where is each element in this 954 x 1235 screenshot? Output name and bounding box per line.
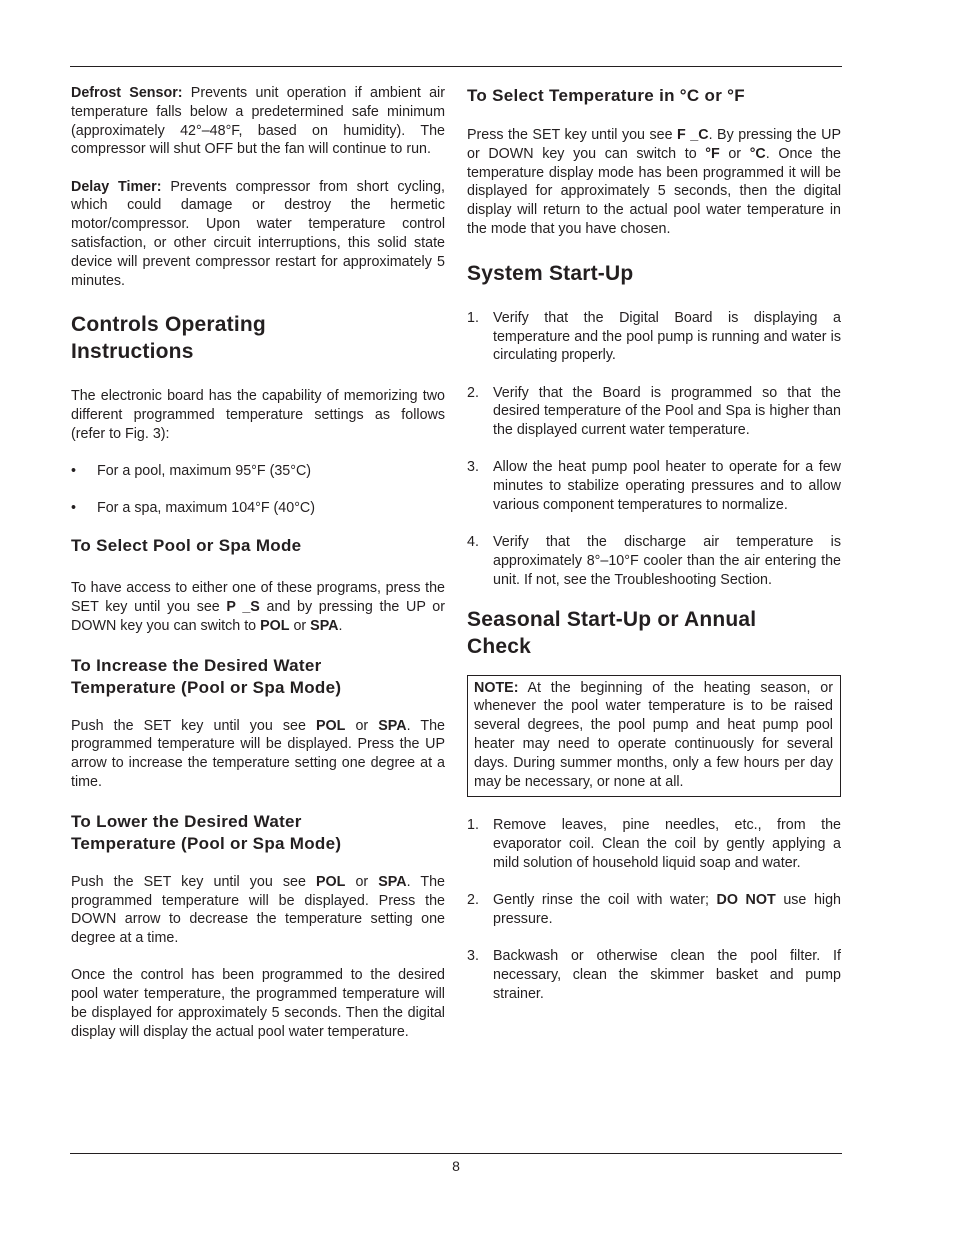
controls-heading: Controls Operating Instructions [71, 313, 266, 364]
defrost-sensor-paragraph: Defrost Sensor: Prevents unit operation if ambient air temperature falls below a predetermined safe minimum (approximately 42°–48°F, based on humidity). The compressor will shut OFF but the fan will continue to run. [71, 85, 445, 158]
list-item: 1. Verify that the Digital Board is displaying a temperature and the pool pump is running and water is circulating properly. [467, 309, 841, 364]
page-number: 8 [452, 1158, 460, 1174]
footer-rule [70, 1153, 842, 1154]
seasonal-startup-heading: Seasonal Start-Up or Annual Check [467, 607, 757, 658]
controls-intro: The electronic board has the capability of memorizing two different programmed temperature settings as follows (refer to Fig. 3): [71, 388, 445, 442]
seasonal-steps-list [467, 816, 841, 1003]
list-item: • For a spa, maximum 104°F (40°C) [71, 500, 316, 517]
list-item: 2. Gently rinse the coil with water; DO NOT use high pressure. [467, 892, 841, 927]
pool-spa-mode-paragraph: To have access to either one of these programs, press the SET key until you see P _S and by pressing the UP or DOWN key you can switch to POL or SPA. [71, 580, 445, 634]
lower-temperature-heading: To Lower the Desired Water Temperature (Pool or Spa Mode) [71, 811, 342, 853]
select-temperature-paragraph: Press the SET key until you see F _C. By pressing the UP or DOWN key you can switch to °F or °C. Once the temperature display mode has been programmed it will be displayed for approximately 5 seconds, then the digital display will return to the actual pool water temperature in the mode that you have chosen. [467, 127, 841, 237]
left-column [71, 84, 445, 1041]
temperature-limits-list [71, 462, 445, 518]
increase-temperature-heading: To Increase the Desired Water Temperature (Pool or Spa Mode) [71, 655, 342, 697]
header-rule [70, 66, 842, 67]
delay-timer-paragraph: Delay Timer: Prevents compressor from short cycling, which could damage or destroy the hermetic motor/compressor. Upon water temperature control satisfaction, or other circuit interruptions, this solid state device will prevent compressor restart for approximately 5 minutes. [71, 178, 445, 289]
note-box [467, 675, 841, 798]
system-startup-heading: System Start-Up [467, 261, 634, 285]
list-item: 4. Verify that the discharge air temperature is approximately 8°–10°F cooler than the air entering the unit. If not, see the Troubleshooting Section. [467, 534, 841, 588]
note-label: NOTE: [474, 679, 519, 696]
increase-temperature-paragraph: Push the SET key until you see POL or SPA. The programmed temperature will be displayed. Press the UP arrow to increase the temperature setting one degree at a time. [71, 717, 446, 790]
delay-timer-label: Delay Timer: [71, 178, 162, 195]
list-item: 3. Backwash or otherwise clean the pool filter. If necessary, clean the skimmer basket and pump strainer. [467, 948, 841, 1002]
list-item: 2. Verify that the Board is programmed so that the desired temperature of the Pool and Spa is higher than the displayed current water temperature. [467, 384, 841, 439]
startup-steps-list [467, 309, 841, 590]
list-item: 1. Remove leaves, pine needles, etc., from the evaporator coil. Clean the coil by gently applying a mild solution of household liquid soap and water. [467, 817, 841, 871]
lower-temperature-paragraph: Push the SET key until you see POL or SPA. The programmed temperature will be displayed. Press the DOWN arrow to decrease the temperature setting one degree at a time. [71, 873, 446, 947]
programmed-display-paragraph: Once the control has been programmed to the desired pool water temperature, the programmed temperature will be displayed for approximately 5 seconds. Then the digital display will display the actual pool water temperature. [71, 967, 445, 1040]
select-temperature-heading: To Select Temperature in °C or °F [467, 86, 745, 105]
defrost-sensor-label: Defrost Sensor: [71, 85, 183, 101]
list-item: 3. Allow the heat pump pool heater to operate for a few minutes to stabilize operating pressures and to allow various component temperatures to normalize. [467, 459, 841, 513]
pool-spa-mode-heading: To Select Pool or Spa Mode [71, 536, 302, 556]
list-item: • For a pool, maximum 95°F (35°C) [71, 463, 312, 480]
note-paragraph: NOTE: At the beginning of the heating season, or whenever the pool water temperature is to be raised several degrees, the pool pump and heat pump pool heater may need to operate continuously for several days. During summer months, only a few hours per day may be necessary, or none at all. [474, 679, 833, 790]
right-column [467, 84, 841, 1003]
